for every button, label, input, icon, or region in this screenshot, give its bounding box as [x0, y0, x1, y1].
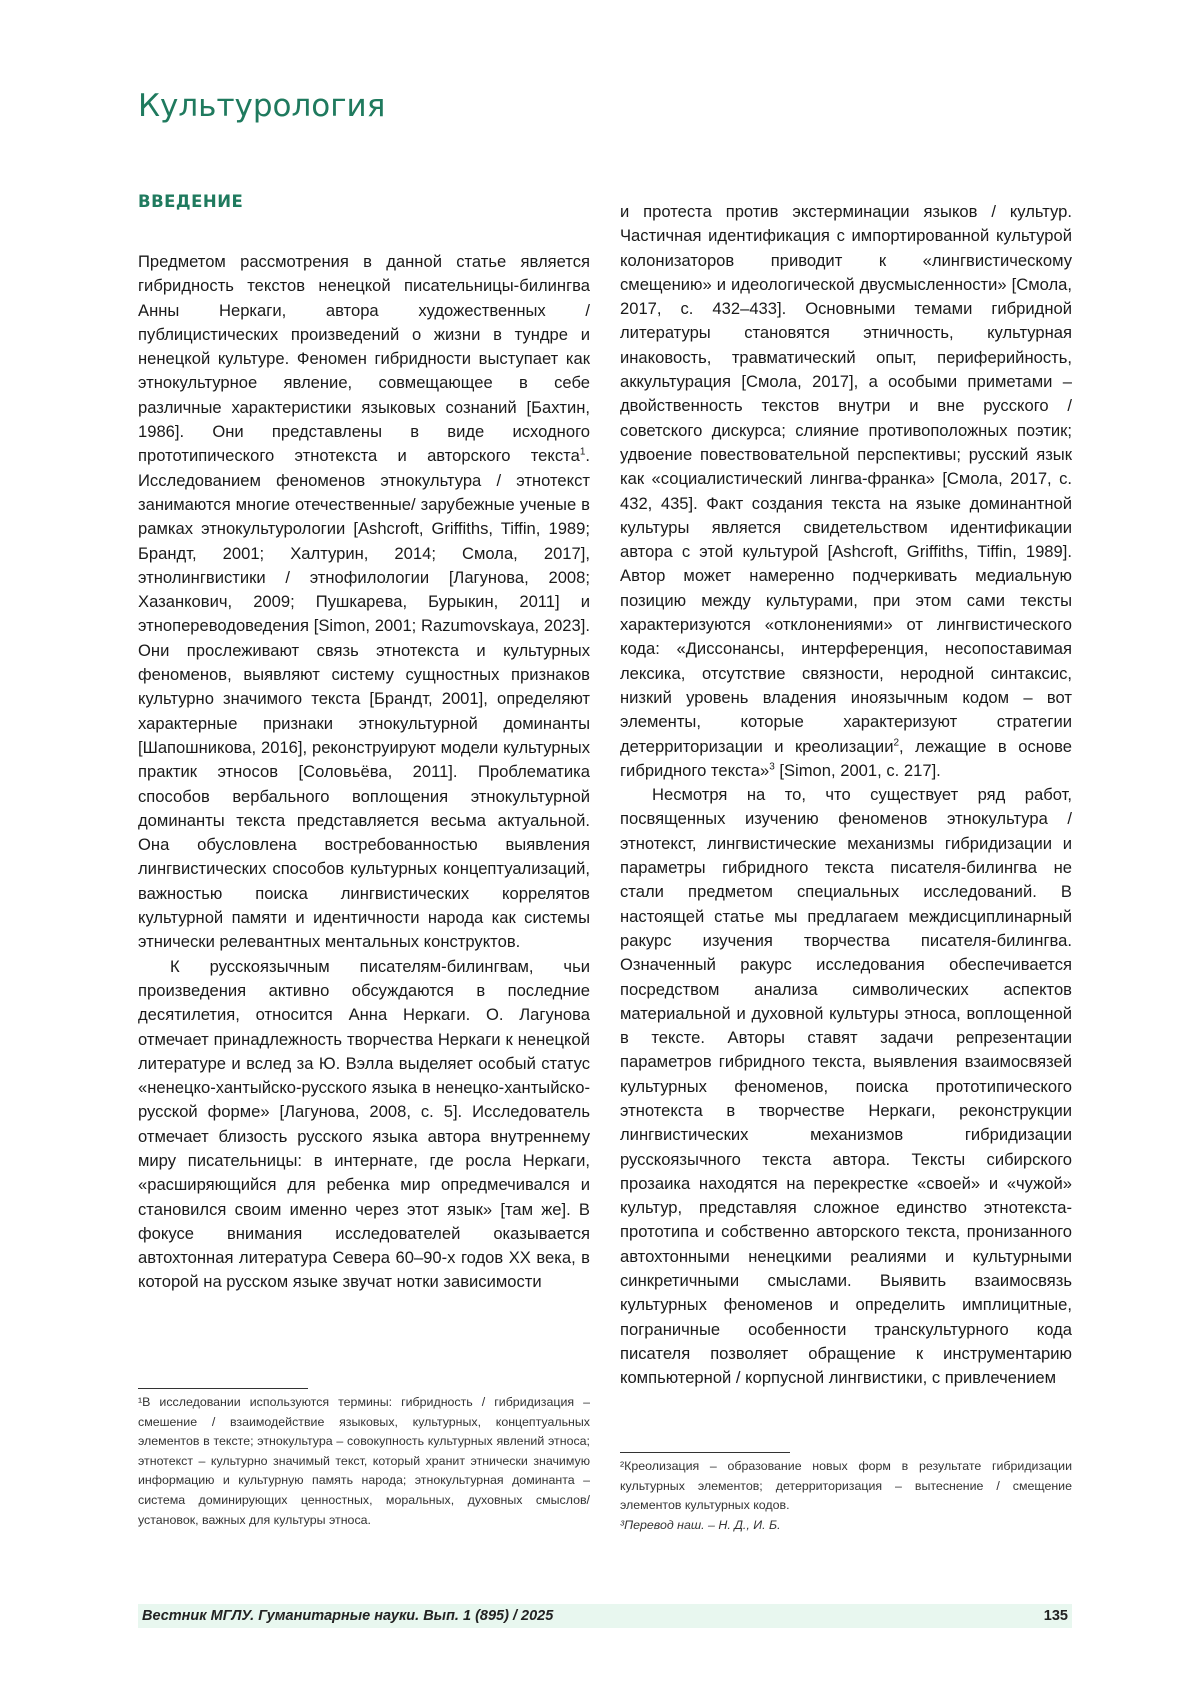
footnote-ref: 1 [580, 447, 586, 458]
paragraph-text: . Исследованием феноменов этнокультура / этнотекст занимаются многие отечественные/ зарубежные ученые в рамках этнокультурологии [Ashcroft, Griffiths, Tiffin, 1989; Брандт, 2001; Халтурин, 2014; Смола, 2017], этнолингвистики / этнофилологии [Лагунова, 2008; Хазанкович, 2009; Пушкарева, Бурыкин, 2011] и этнопереводоведения [Simon, 2001; Razumovskaya, 2023]. Они прослеживают связь этнотекста и культурных феноменов, выявляют систему сущностных признаков культурно значимого текста [Брандт, 2001], определяют характерные признаки этнокультурной доминанты [Шапошникова, 2016], реконструируют модели культурных практик этносов [Соловьёва, 2011]. Проблематика способов вербального воплощения этнокультурной доминанты текста представляется весьма актуальной. Она обусловлена востребованностью выявления лингвистических способов культурных концептуализаций, важностью поиска лингвистических коррелятов культурной памяти и идентичности народа как системы этнически релевантных ментальных конструктов. [138, 446, 590, 951]
footnote-ref: 2 [893, 737, 899, 748]
footnotes-2-3 [620, 1457, 1072, 1535]
page-footer [138, 1604, 1072, 1628]
paragraph-text: , лежащие в основе гибридного текста» [620, 737, 1072, 780]
column-left [138, 250, 590, 1295]
paragraph-text: и протеста против экстерминации языков / культур. Частичная идентификация с импортированной культурой колонизаторов приводит к «лингвистическому смещению» и идеологической двусмысленности» [Смола, 2017, с. 432–433]. Основными темами гибридной литературы становятся этничность, культурная инаковость, травматический опыт, периферийность, аккультурация [Смола, 2017], а особыми приметами – двойственность текстов внутри и вне русского / советского дискурса; слияние противоположных поэтик; удвоение повествовательной перспективы; русский язык как «социалистический лингва-франка» [Смола, 2017, с. 432, 435]. Факт создания текста на языке доминантной культуры является свидетельством идентификации автора с этой культурой [Ashcroft, Griffiths, Tiffin, 1989]. Автор может намеренно подчеркивать медиальную позицию между культурами, при этом сами тексты характеризуются «отклонениями» от лингвистического кода: «Диссонансы, интерференция, несопоставимая лексика, отсутствие связности, неродной синтаксис, низкий уровень владения иноязычным кодом – вот элементы, которые характеризуют стратегии детерриторизации и креолизации [620, 202, 1072, 756]
footnote-ref: 3 [769, 761, 775, 772]
section-heading-introduction: ВВЕДЕНИЕ [138, 192, 243, 211]
footnote-2: ²Креолизация – образование новых форм в результате гибридизации культурных элементов; детерриторизация – вытеснение / смещение элементов культурных кодов. [620, 1457, 1072, 1516]
paragraph [620, 200, 1072, 783]
paragraph-text: [Simon, 2001, с. 217]. [775, 761, 941, 780]
column-right [620, 200, 1072, 1391]
paragraph: Несмотря на то, что существует ряд работ, посвященных изучению феноменов этнокультура / этнотекст, лингвистические механизмы гибридизации и параметры гибридного текста писателя-билингва не стали предметом специальных исследований. В настоящей статье мы предлагаем междисциплинарный ракурс изучения творчества писателя-билингва. Означенный ракурс исследования обеспечивается посредством анализа символических аспектов материальной и духовной культуры этноса, воплощенной в тексте. Авторы ставят задачи репрезентации параметров гибридного текста, выявления взаимосвязей культурных феноменов, поиска прототипического этнотекста в творчестве Неркаги, реконструкции лингвистических механизмов гибридизации русскоязычного текста автора. Тексты сибирского прозаика находятся на перекрестке «своей» и «чужой» культур, представляя сложное единство этнотекста-прототипа и собственно авторского текста, пронизанного автохтонными ненецкими реалиями и культурными синкретичными смыслами. Выявить взаимосвязь культурных феноменов и определить имплицитные, пограничные особенности транскультурного кода писателя позволяет обращение к инструментарию компьютерной / корпусной лингвистики, с привлечением [620, 783, 1072, 1390]
section-title: Культурология [138, 88, 385, 124]
page-number: 135 [1044, 1608, 1068, 1624]
paragraph-text: Предметом рассмотрения в данной статье является гибридность текстов ненецкой писательницы-билингва Анны Неркаги, автора художественных / публицистических произведений о жизни в тундре и ненецкой культуре. Феномен гибридности выступает как этнокультурное явление, совмещающее в себе различные характеристики языковых сознаний [Бахтин, 1986]. Они представлены в виде исходного прототипического этнотекста и авторского текста [138, 252, 590, 465]
footnote-divider [620, 1452, 790, 1453]
footnote-text: ¹В исследовании используются термины: гибридность / гибридизация – смешение / взаимодействие языковых, культурных, концептуальных элементов в тексте; этнокультура – совокупность культурных явлений этноса; этнотекст – культурно значимый текст, который хранит этнически значимую информацию и культурную память народа; этнокультурная доминанта – система доминирующих ценностных, моральных, духовных смыслов/установок, важных для культуры этноса. [138, 1393, 590, 1530]
paragraph: К русскоязычным писателям-билингвам, чьи произведения активно обсуждаются в последние десятилетия, относится Анна Неркаги. О. Лагунова отмечает принадлежность творчества Неркаги к ненецкой литературе и вслед за Ю. Вэлла выделяет особый статус «ненецко-хантыйско-русского языка в ненецко-хантыйско-русской форме» [Лагунова, 2008, с. 5]. Исследователь отмечает близость русского языка автора внутреннему миру писательницы: в интернате, где росла Неркаги, «расширяющийся для ребенка мир опредмечивался и становился своим именно через этот язык» [там же]. В фокусе внимания исследователей оказывается автохтонная литература Севера 60–90-х годов XX века, в которой на русском языке звучат нотки зависимости [138, 955, 590, 1295]
footnote-1 [138, 1393, 590, 1530]
paragraph [138, 250, 590, 955]
footnote-divider [138, 1388, 308, 1389]
journal-title: Вестник МГЛУ. Гуманитарные науки. Вып. 1 (895) / 2025 [142, 1608, 553, 1624]
footnote-3: ³Перевод наш. – Н. Д., И. Б. [620, 1516, 1072, 1536]
